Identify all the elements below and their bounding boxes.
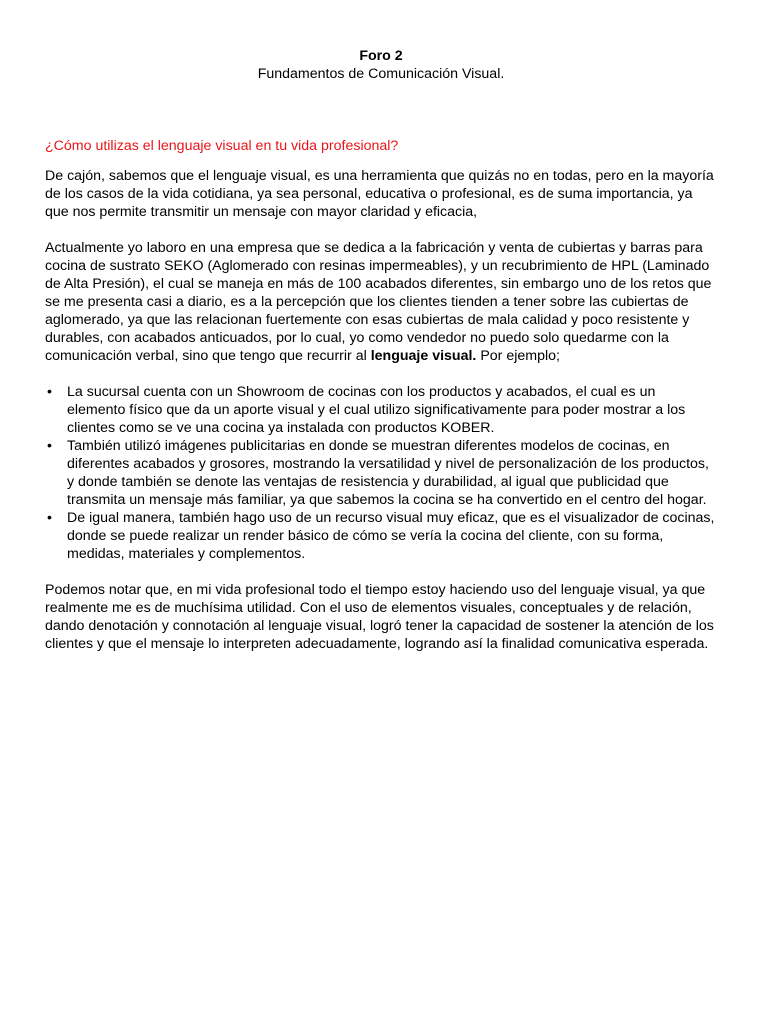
paragraph-context — [45, 239, 717, 365]
paragraph-context-tail: Por ejemplo; — [476, 348, 560, 364]
bullet-icon: • — [47, 384, 52, 400]
bullet-item-advertising — [45, 437, 717, 509]
question-heading: ¿Cómo utilizas el lenguaje visual en tu vida profesional? — [45, 138, 399, 154]
paragraph-conclusion: Podemos notar que, en mi vida profesional todo el tiempo estoy haciendo uso del lenguaje visual, ya que realmente me es de muchísima utilidad. Con el uso de elementos visuales, conceptuales y de relación, dando denotación y connotación al lenguaje visual, logró tener la capacidad de sostener la atención de los clientes y que el mensaje lo interpreten adecuadamente, logrando así la finalidad comunicativa esperada. — [45, 582, 714, 652]
paragraph-context-bold: lenguaje visual. — [370, 348, 477, 364]
bullet-text: De igual manera, también hago uso de un recurso visual muy eficaz, que es el visualizador de cocinas, donde se puede realizar un render básico de cómo se vería la cocina del cliente, con su forma, medidas, materiales y complementos. — [67, 510, 715, 562]
document-subtitle: Fundamentos de Comunicación Visual. — [257, 66, 505, 82]
bullet-item-showroom — [45, 383, 717, 437]
paragraph-context-text: Actualmente yo laboro en una empresa que se dedica a la fabricación y venta de cubiertas y barras para cocina de sustrato SEKO (Aglomerado con resinas impermeables), y un recubrimiento de HPL (Laminado de Alta Presión), el cual se maneja en más de 100 acabados diferentes, sin embargo uno de los retos que se me presenta casi a diario, es a la percepción que los clientes tienden a tener sobre las cubiertas de aglomerado, ya que las relacionan fuertemente con esas cubiertas de mala calidad y poco resistente y durables, con acabados anticuados, por lo cual, yo como vendedor no puedo solo quedarme con la comunicación verbal, sino que tengo que recurrir al — [45, 240, 712, 364]
bullet-icon: • — [47, 510, 52, 526]
document-title: Foro 2 — [359, 48, 403, 64]
bullet-item-visualizer — [45, 509, 717, 563]
bullet-text: También utilizó imágenes publicitarias en donde se muestran diferentes modelos de cocinas, en diferentes acabados y grosores, mostrando la versatilidad y nivel de personalización de los productos, y donde también se denote las ventajas de resistencia y durabilidad, al igual que publicidad que transmita un mensaje más familiar, ya que sabemos la cocina se ha convertido en el centro del hogar. — [67, 438, 709, 508]
bullet-text: La sucursal cuenta con un Showroom de cocinas con los productos y acabados, el cual es un elemento físico que da un aporte visual y el cual utilizo significativamente para poder mostrar a los clientes como se ve una cocina ya instalada con productos KOBER. — [67, 384, 686, 436]
document-page — [45, 47, 717, 653]
paragraph-intro: De cajón, sabemos que el lenguaje visual, es una herramienta que quizás no en todas, pero en la mayoría de los casos de la vida cotidiana, ya sea personal, educativa o profesional, es de suma importancia, ya que nos permite transmitir un mensaje con mayor claridad y eficacia, — [45, 168, 714, 220]
bullet-icon: • — [47, 438, 52, 454]
bullet-list — [45, 383, 717, 563]
